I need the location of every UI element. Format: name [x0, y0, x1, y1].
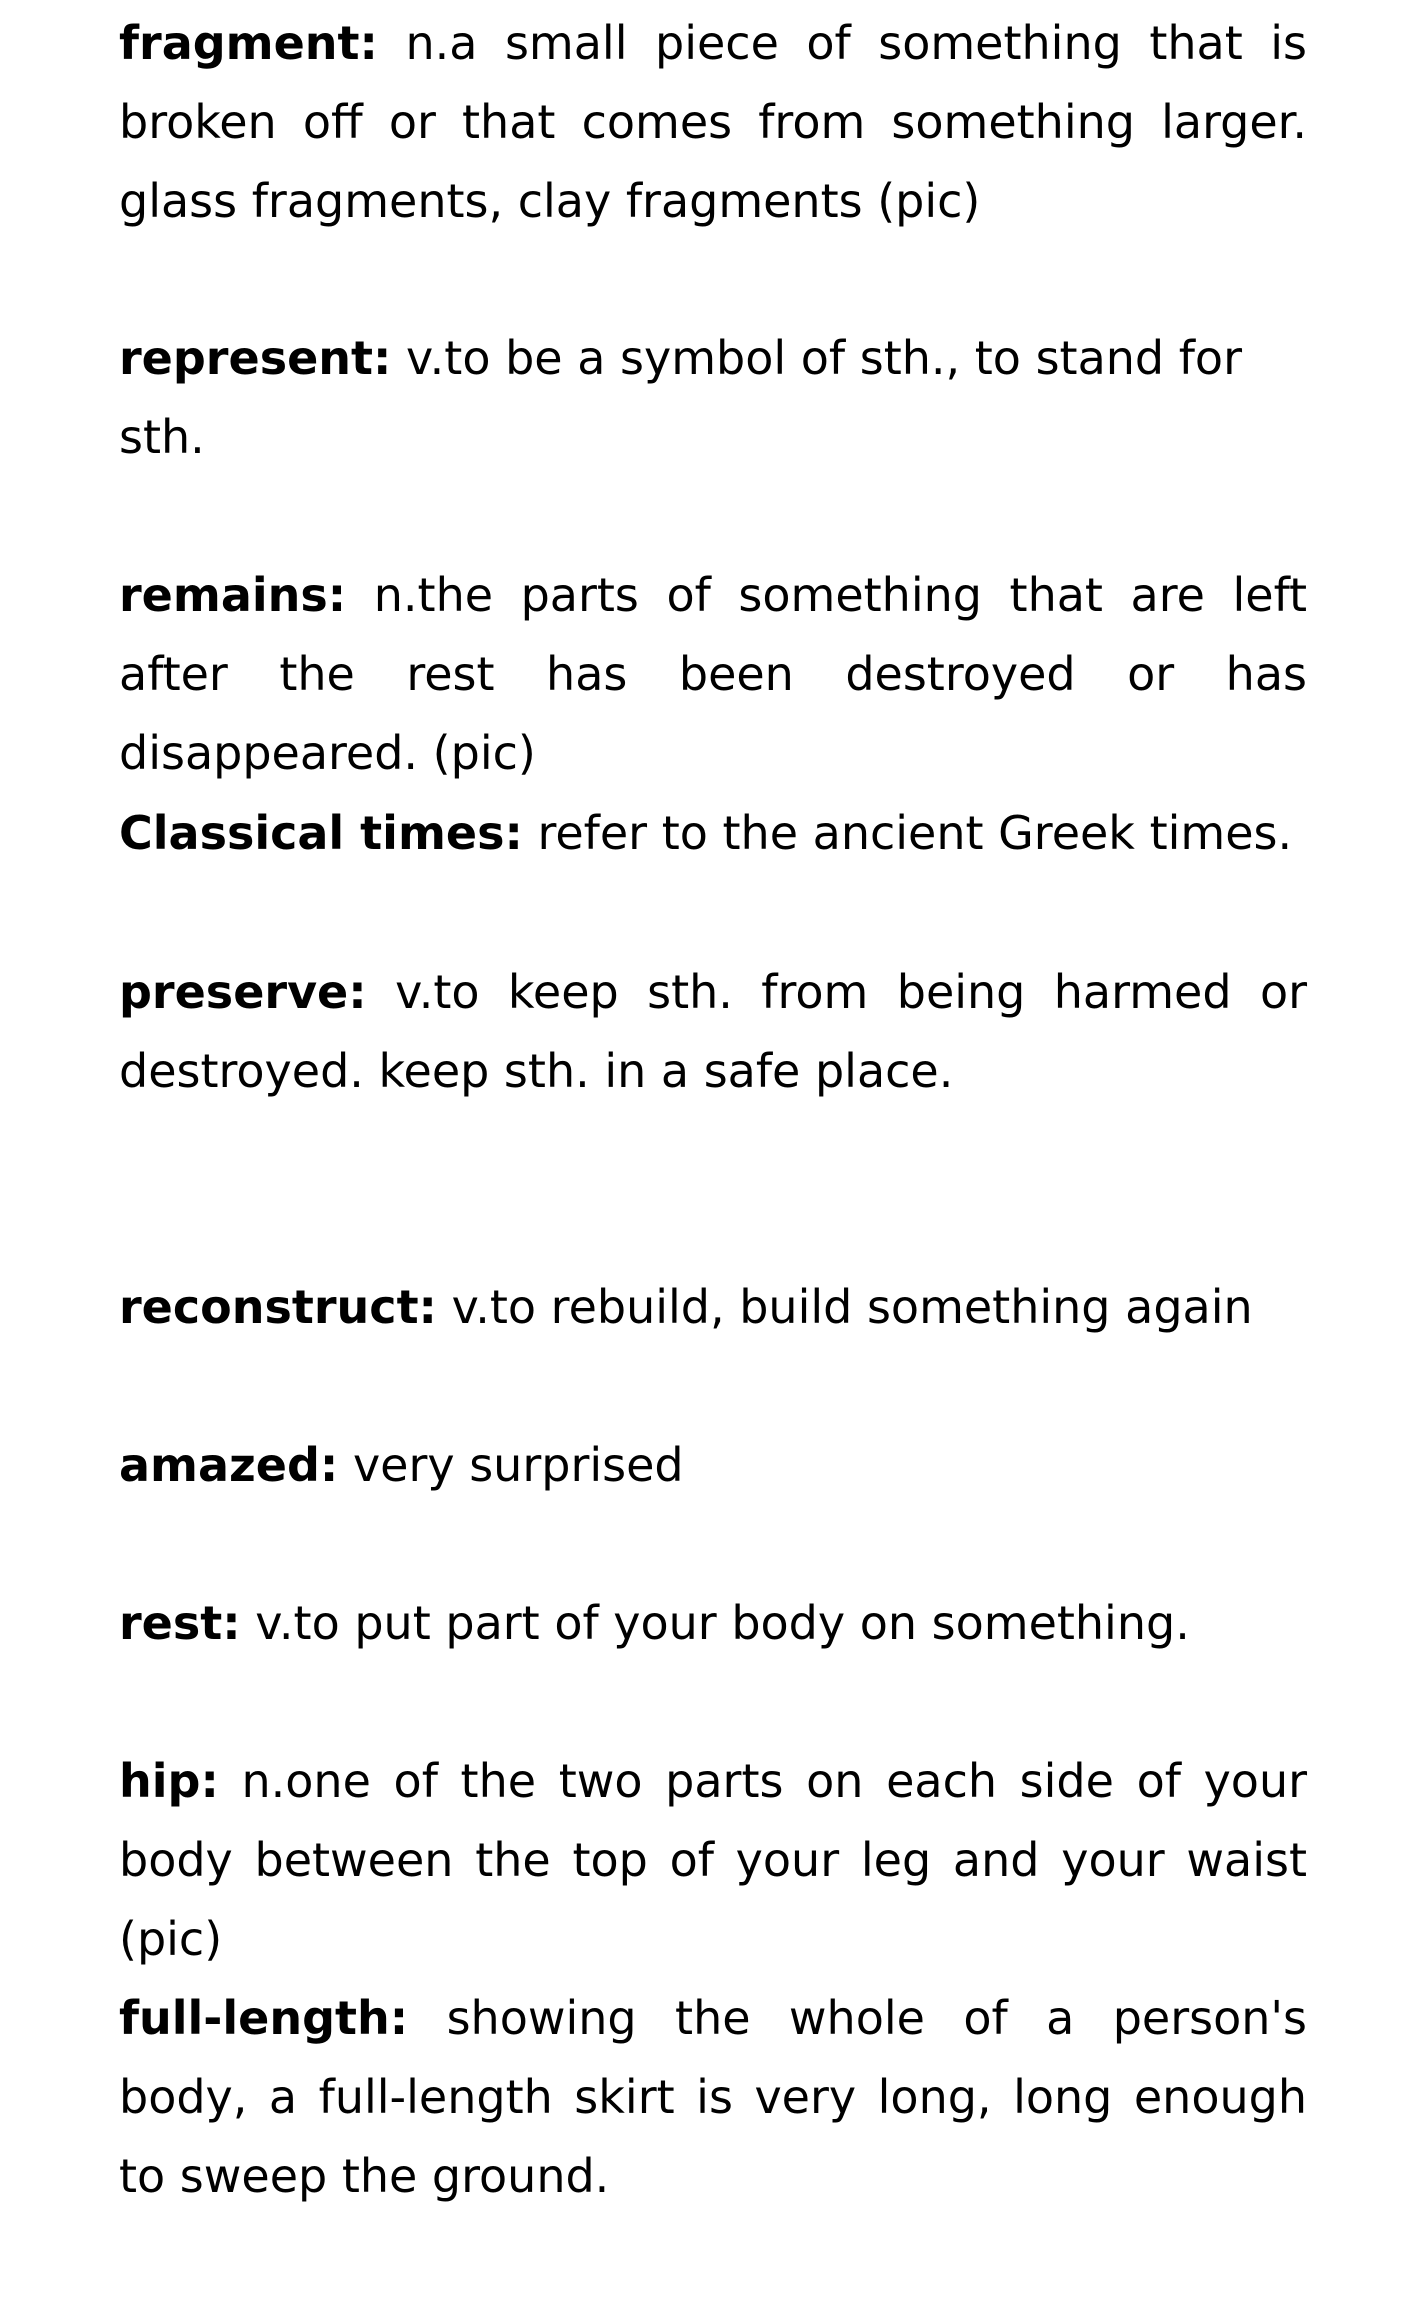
- term: Classical times:: [119, 806, 523, 860]
- entry-remains: [119, 556, 1307, 793]
- definition: n.a small piece of something that is broken off or that comes from something larger. glass fragments, clay fragments (pic): [119, 16, 1308, 228]
- definition: n.the parts of something that are left after the rest has been destroyed or has disappeared. (pic): [119, 568, 1308, 780]
- entry-preserve: [119, 953, 1307, 1111]
- term: hip:: [119, 1754, 219, 1808]
- term: remains:: [119, 568, 347, 622]
- entry-reconstruct: [119, 1268, 1307, 1347]
- term: full-length:: [119, 1991, 409, 2045]
- entry-rest: [119, 1584, 1307, 1663]
- entry-represent: [119, 319, 1307, 477]
- term: represent:: [119, 331, 392, 385]
- entry-fragment: [119, 4, 1307, 241]
- term: preserve:: [119, 965, 367, 1019]
- definition: n.one of the two parts on each side of your body between the top of your leg and your waist (pic): [119, 1754, 1308, 1966]
- term: amazed:: [119, 1438, 339, 1492]
- entry-hip: [119, 1742, 1307, 1979]
- definition: v.to keep sth. from being harmed or destroyed. keep sth. in a safe place.: [119, 965, 1307, 1098]
- entry-classical-times: [119, 794, 1307, 873]
- term: reconstruct:: [119, 1280, 437, 1334]
- definition: showing the whole of a person's body, a full-length skirt is very long, long enough to sweep the ground.: [119, 1991, 1308, 2203]
- definition: v.to be a symbol of sth., to stand for sth.: [119, 331, 1242, 464]
- term: rest:: [119, 1596, 241, 1650]
- term: fragment:: [119, 16, 378, 70]
- definition: v.to rebuild, build something again: [451, 1280, 1253, 1334]
- entry-amazed: [119, 1426, 1307, 1505]
- definition: v.to put part of your body on something.: [255, 1596, 1190, 1650]
- entry-full-length: [119, 1979, 1307, 2216]
- definition: refer to the ancient Greek times.: [537, 806, 1293, 860]
- definition: very surprised: [352, 1438, 684, 1492]
